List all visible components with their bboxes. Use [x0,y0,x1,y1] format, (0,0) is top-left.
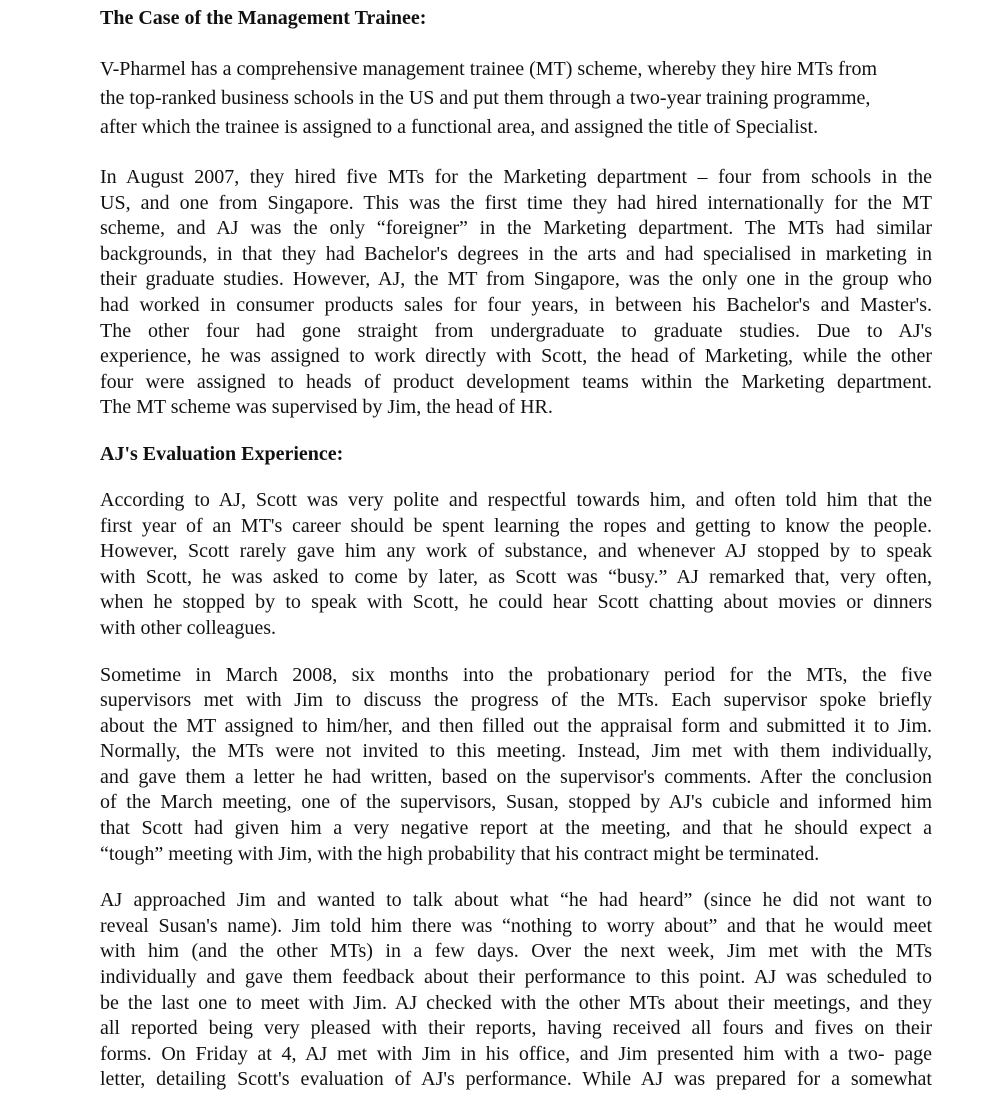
text-line: of the March meeting, one of the supervisors, Susan, stopped by AJ's cubicle and informed him [100,791,932,814]
text-line: Normally, the MTs were not invited to this meeting. Instead, Jim met with them individually, [100,740,932,763]
text-line: with him (and the other MTs) in a few days. Over the next week, Jim met with the MTs [100,940,932,963]
text-line: The MT scheme was supervised by Jim, the head of HR. [100,396,553,419]
text-line: backgrounds, in that they had Bachelor's degrees in the arts and had specialised in marketing in [100,242,932,265]
text-line: “tough” meeting with Jim, with the high probability that his contract might be terminated. [100,842,820,865]
text-line: their graduate studies. However, AJ, the MT from Singapore, was the only one in the group who [100,268,932,291]
text-line: all reported being very pleased with their reports, having received all fours and fives on their [100,1017,932,1040]
document [100,5,932,1093]
text-line: with other colleagues. [100,616,277,639]
text-line: when he stopped by to speak with Scott, he could hear Scott chatting about movies or dinners [100,591,932,614]
text-line: scheme, and AJ was the only “foreigner” in the Marketing department. The MTs had similar [100,217,932,240]
text-line: first year of an MT's career should be spent learning the ropes and getting to know the people. [100,514,932,537]
text-line: about the MT assigned to him/her, and then filled out the appraisal form and submitted it to Jim. [100,714,932,737]
text-line: and gave them a letter he had written, based on the supervisor's comments. After the conclusion [100,765,932,788]
text-line: that Scott had given him a very negative report at the meeting, and that he should expect a [100,817,932,840]
text-line: individually and gave them feedback about their performance to this point. AJ was scheduled to [100,966,932,989]
text-line: the top-ranked business schools in the US and put them through a two-year training programme, [100,87,871,109]
text-line: AJ approached Jim and wanted to talk about what “he had heard” (since he did not want to [100,889,932,912]
text-line: According to AJ, Scott was very polite and respectful towards him, and often told him that the [100,488,932,511]
jim-meeting-paragraph [100,888,932,1093]
text-line: had worked in consumer products sales for four years, in between his Bachelor's and Master's. [100,293,932,316]
march-meeting-paragraph [100,663,932,868]
text-line: The other four had gone straight from undergraduate to graduate studies. Due to AJ's [100,319,932,342]
text-line: Sometime in March 2008, six months into the probationary period for the MTs, the five [100,663,932,686]
case-title: The Case of the Management Trainee: [100,7,427,29]
intro-paragraph [100,55,945,142]
text-line: be the last one to meet with Jim. AJ checked with the other MTs about their meetings, and they [100,991,932,1014]
text-line: V-Pharmel has a comprehensive management trainee (MT) scheme, whereby they hire MTs from [100,58,878,80]
text-line: with Scott, he was asked to come by later, as Scott was “busy.” AJ remarked that, very often, [100,565,932,588]
text-line: experience, he was assigned to work directly with Scott, the head of Marketing, while the other [100,345,932,368]
hiring-paragraph [100,165,932,421]
text-line: In August 2007, they hired five MTs for the Marketing department – four from schools in the [100,166,932,188]
text-line: reveal Susan's name). Jim told him there was “nothing to worry about” and that he would meet [100,914,932,937]
scott-paragraph [100,488,932,642]
text-line: US, and one from Singapore. This was the first time they had hired internationally for the MT [100,191,932,214]
text-line: forms. On Friday at 4, AJ met with Jim in his office, and Jim presented him with a two- page [100,1042,932,1065]
text-line: However, Scott rarely gave him any work of substance, and whenever AJ stopped by to speak [100,540,932,563]
text-line: letter, detailing Scott's evaluation of AJ's performance. While AJ was prepared for a somewhat [100,1068,932,1091]
text-line: four were assigned to heads of product development teams within the Marketing department. [100,370,932,393]
evaluation-heading: AJ's Evaluation Experience: [100,442,344,465]
text-line: after which the trainee is assigned to a functional area, and assigned the title of Specialist. [100,116,819,138]
text-line: supervisors met with Jim to discuss the progress of the MTs. Each supervisor spoke briefly [100,689,932,712]
